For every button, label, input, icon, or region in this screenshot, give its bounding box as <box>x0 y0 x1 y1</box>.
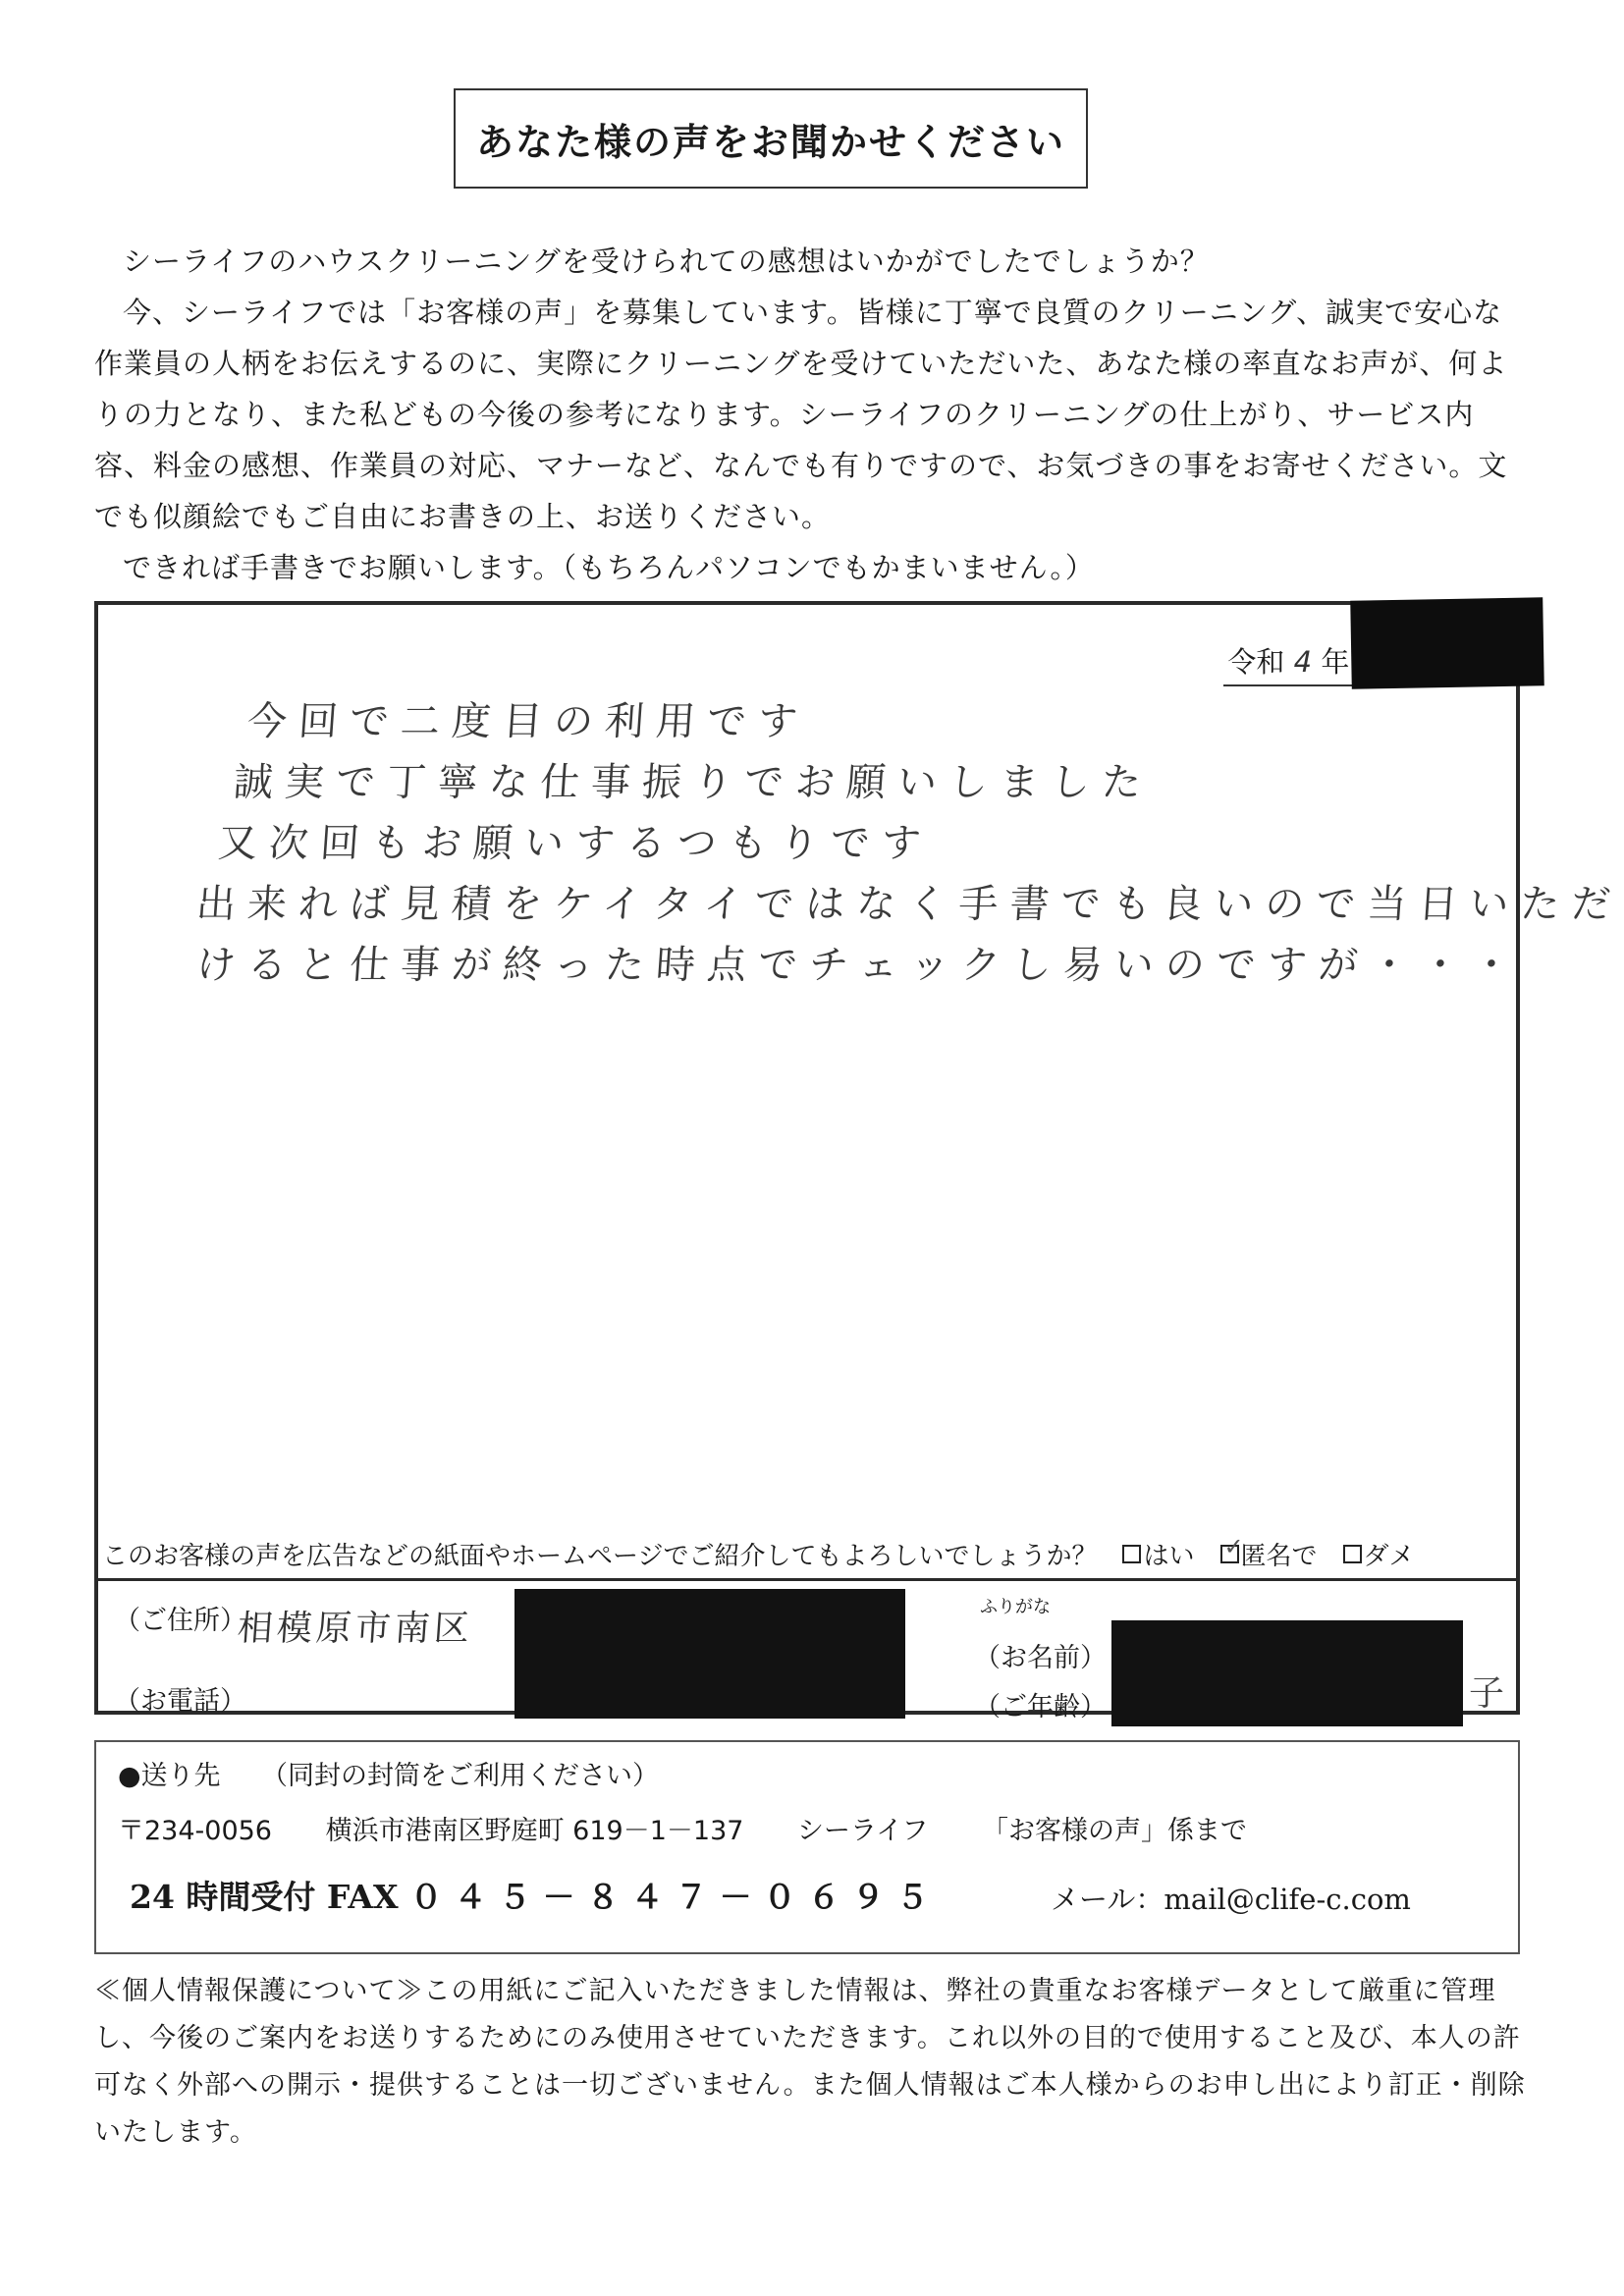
publication-consent <box>98 1528 1516 1581</box>
intro-text <box>94 236 1528 593</box>
postal-code: 〒234-0056 <box>118 1816 272 1846</box>
check-mark-icon: ✓ <box>1223 1533 1244 1560</box>
date-year-value: 4 <box>1293 645 1313 679</box>
fax-number: ０４５－８４７－０６９５ <box>409 1878 941 1916</box>
name-tail: 子 <box>1469 1673 1505 1714</box>
intro-paragraph-3: できれば手書きでお願いします。（もちろんパソコンでもかまいません。） <box>123 551 1095 584</box>
date-year-label: 年 <box>1321 645 1350 679</box>
send-address <box>118 1809 1292 1847</box>
privacy-text: ≪個人情報保護について≫この用紙にご記入いただきました情報は、弊社の貴重なお客様データとして厳重に管理し、今後のご案内をお送りするためにのみ使用させていただきます。これ以外の目的で使用すること及び、本人の許可なく外部への開示・提供することは一切ございません。また個人情報はご本人様からのお申し出により訂正・削除いたします。 <box>94 1976 1526 2148</box>
fax-info <box>130 1872 941 1918</box>
age-label: （ご年齢） <box>974 1692 1107 1722</box>
address-phone-redaction <box>514 1589 905 1719</box>
date-redaction <box>1350 597 1544 688</box>
handwritten-comment <box>157 691 1624 996</box>
send-to-box <box>94 1740 1520 1954</box>
page-title: あなた様の声をお聞かせください <box>454 88 1088 189</box>
address-value: 相模原市南区 <box>236 1609 475 1649</box>
consent-option-anonymous[interactable] <box>1220 1533 1318 1572</box>
street-address: 横浜市港南区野庭町 619－1－137 <box>325 1816 744 1846</box>
company-name: シーライフ <box>797 1816 929 1846</box>
checkbox-yes[interactable] <box>1122 1545 1141 1563</box>
comment-line: 出来れば見積をケイタイではなく手書でも良いので当日いただ <box>194 882 1624 927</box>
phone-label: （お電話） <box>114 1686 246 1717</box>
comment-line: 又次回もお願いするつもりです <box>216 821 935 866</box>
consent-question: このお客様の声を広告などの紙面やホームページでご紹介してもよろしいでしょうか？ <box>102 1542 1098 1571</box>
furigana-label: ふりがな <box>980 1597 1051 1617</box>
send-note: （同封の封筒をご利用ください） <box>261 1761 659 1791</box>
consent-option-label: 匿名で <box>1240 1542 1318 1571</box>
comment-line: けると仕事が終った時点でチェックし易いのですが・・・ <box>194 943 1525 988</box>
department: 「お客様の声」係まで <box>982 1816 1248 1846</box>
consent-option-yes[interactable] <box>1122 1536 1194 1572</box>
comment-line: 誠実で丁寧な仕事振りでお願いしました <box>232 760 1155 805</box>
consent-option-label: はい <box>1143 1542 1195 1571</box>
comment-form-box <box>94 601 1624 1722</box>
name-label: （お名前） <box>974 1643 1107 1673</box>
intro-paragraph-1: シーライフのハウスクリーニングを受けられての感想はいかがでしたでしょうか？ <box>123 245 1210 278</box>
consent-option-no[interactable] <box>1343 1536 1415 1572</box>
name-age-redaction <box>1111 1620 1463 1726</box>
fax-label: 24 時間受付 FAX <box>130 1878 399 1916</box>
mail-address[interactable]: mail@clife-c.com <box>1164 1883 1411 1916</box>
checkbox-no[interactable] <box>1343 1545 1362 1563</box>
intro-paragraph-2: 今、シーライフでは「お客様の声」を募集しています。皆様に丁寧で良質のクリーニング、誠実で安心な作業員の人柄をお伝えするのに、実際にクリーニングを受けていただいた、あなた様の率直なお声が、何よりの力となり、また私どもの今後の参考になります。シーライフのクリーニングの仕上がり、サービス内容、料金の感想、作業員の対応、マナーなど、なんでも有りですので、お気づきの事をお寄せください。文でも似顔絵でもご自由にお書きの上、お送りください。 <box>94 296 1508 533</box>
consent-option-label: ダメ <box>1363 1542 1415 1571</box>
privacy-notice <box>94 1968 1528 2157</box>
date-era: 令和 <box>1227 645 1285 679</box>
send-heading: ●送り先 <box>118 1761 221 1791</box>
checkbox-anonymous[interactable] <box>1220 1533 1244 1563</box>
address-label: （ご住所） <box>114 1606 246 1636</box>
mail-label: メール： <box>1051 1883 1164 1916</box>
comment-line: 今回で二度目の利用です <box>245 699 811 744</box>
mail-info <box>1051 1878 1411 1918</box>
